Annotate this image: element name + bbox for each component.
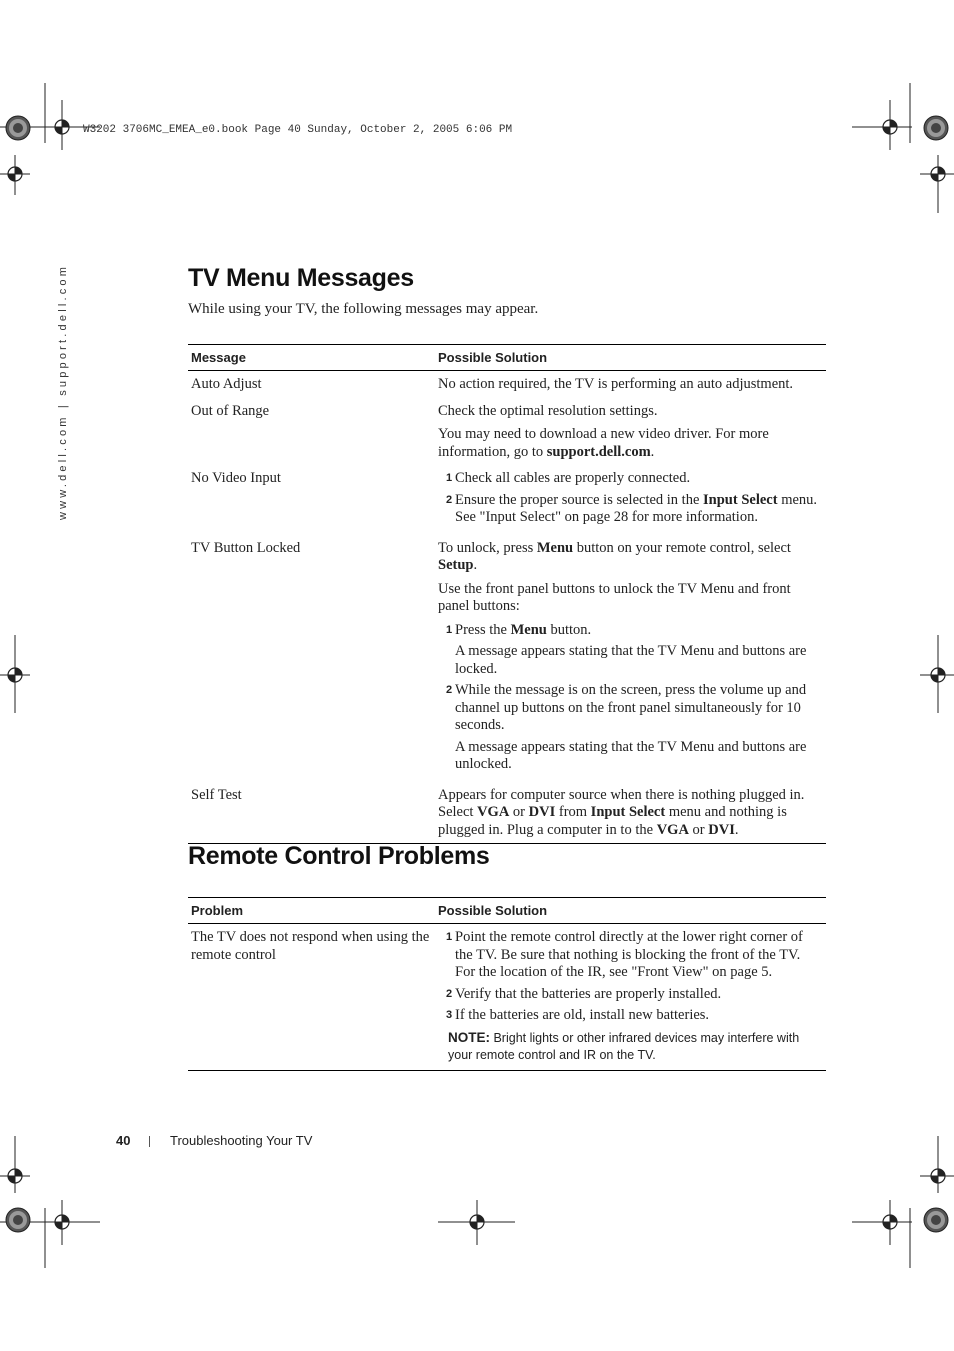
message-cell: TV Button Locked	[191, 539, 301, 556]
support-link-text: support.dell.com	[546, 443, 651, 460]
problem-cell: The TV does not respond when using the remote control	[188, 924, 435, 1071]
footer-section-title: Troubleshooting Your TV	[170, 1133, 313, 1148]
solution-paragraph: You may need to download a new video driver. For more information, go to support.dell.com.	[438, 426, 769, 460]
step-number: 2	[446, 684, 453, 696]
solution-cell	[435, 398, 826, 466]
step-number: 1	[446, 472, 453, 484]
column-header-problem: Problem	[188, 898, 435, 924]
remote-control-problems-table	[188, 897, 826, 1071]
solution-paragraph: To unlock, press Menu button on your remote control, select Setup.	[438, 539, 791, 573]
message-cell: Auto Adjust	[191, 376, 262, 392]
table-row	[188, 398, 826, 466]
step-item: 2 Ensure the proper source is selected in the Input Select menu. See "Input Select" on page 28 for more information.	[446, 491, 818, 525]
step-number: 2	[446, 493, 453, 506]
section-title-remote-control-problems: Remote Control Problems	[188, 842, 490, 870]
step-number: 2	[446, 987, 453, 1000]
solution-cell: Appears for computer source when there is nothing plugged in. Select VGA or DVI from Input Select menu and nothing is plugged in. Plug a computer in to the VGA or DVI.	[435, 782, 826, 844]
solution-paragraph: Use the front panel buttons to unlock the TV Menu and front panel buttons:	[438, 580, 791, 614]
section-title-tv-menu-messages: TV Menu Messages	[188, 264, 414, 292]
step-item: 1 Check all cables are properly connected.	[446, 470, 691, 486]
step-number: 1	[446, 623, 453, 636]
page-number: 40	[116, 1133, 131, 1148]
side-url-text: www.dell.com | support.dell.com	[57, 263, 69, 520]
step-item: 3 If the batteries are old, install new batteries.	[446, 1007, 710, 1023]
column-header-message: Message	[188, 345, 435, 371]
print-header: W3202 3706MC_EMEA_e0.book Page 40 Sunday, October 2, 2005 6:06 PM	[83, 124, 513, 136]
table-row	[188, 535, 826, 782]
table-header-row	[188, 345, 826, 371]
note-box	[438, 1029, 823, 1065]
table-row	[188, 465, 826, 535]
table-row	[188, 782, 826, 844]
solution-cell	[435, 535, 826, 782]
message-cell: Self Test	[188, 782, 435, 844]
solution-cell	[435, 924, 826, 1071]
step-detail: A message appears stating that the TV Menu and buttons are unlocked.	[455, 738, 807, 772]
note-label: NOTE:	[448, 1029, 490, 1045]
solution-paragraph: Check the optimal resolution settings.	[438, 402, 658, 419]
step-item: 2 While the message is on the screen, press the volume up and channel up buttons on the front panel simultaneously for 10 seconds.	[446, 682, 807, 733]
step-number: 3	[446, 1009, 453, 1021]
table-row	[188, 924, 826, 1071]
footer-separator	[149, 1136, 150, 1147]
message-cell: No Video Input	[191, 470, 281, 486]
solution-cell	[435, 465, 826, 535]
intro-text: While using your TV, the following messages may appear.	[188, 301, 539, 317]
step-item: 1 Press the Menu button.	[446, 621, 592, 638]
solution-cell: No action required, the TV is performing an auto adjustment.	[438, 376, 794, 392]
note-text: Bright lights or other infrared devices may interfere with your remote control and IR on the TV.	[448, 1030, 800, 1062]
tv-menu-messages-table	[188, 344, 826, 844]
message-cell: Out of Range	[191, 402, 270, 419]
step-item: 2 Verify that the batteries are properly installed.	[446, 985, 722, 1002]
column-header-solution: Possible Solution	[435, 345, 826, 371]
column-header-solution: Possible Solution	[435, 898, 826, 924]
step-detail: A message appears stating that the TV Menu and buttons are locked.	[455, 643, 807, 677]
step-item: 1 Point the remote control directly at the lower right corner of the TV. Be sure that nothing is blocking the front of the TV. For the location of the IR, see "Front View" on page 5.	[446, 929, 803, 980]
table-row	[188, 371, 826, 398]
table-header-row	[188, 898, 826, 924]
step-number: 1	[446, 931, 453, 943]
